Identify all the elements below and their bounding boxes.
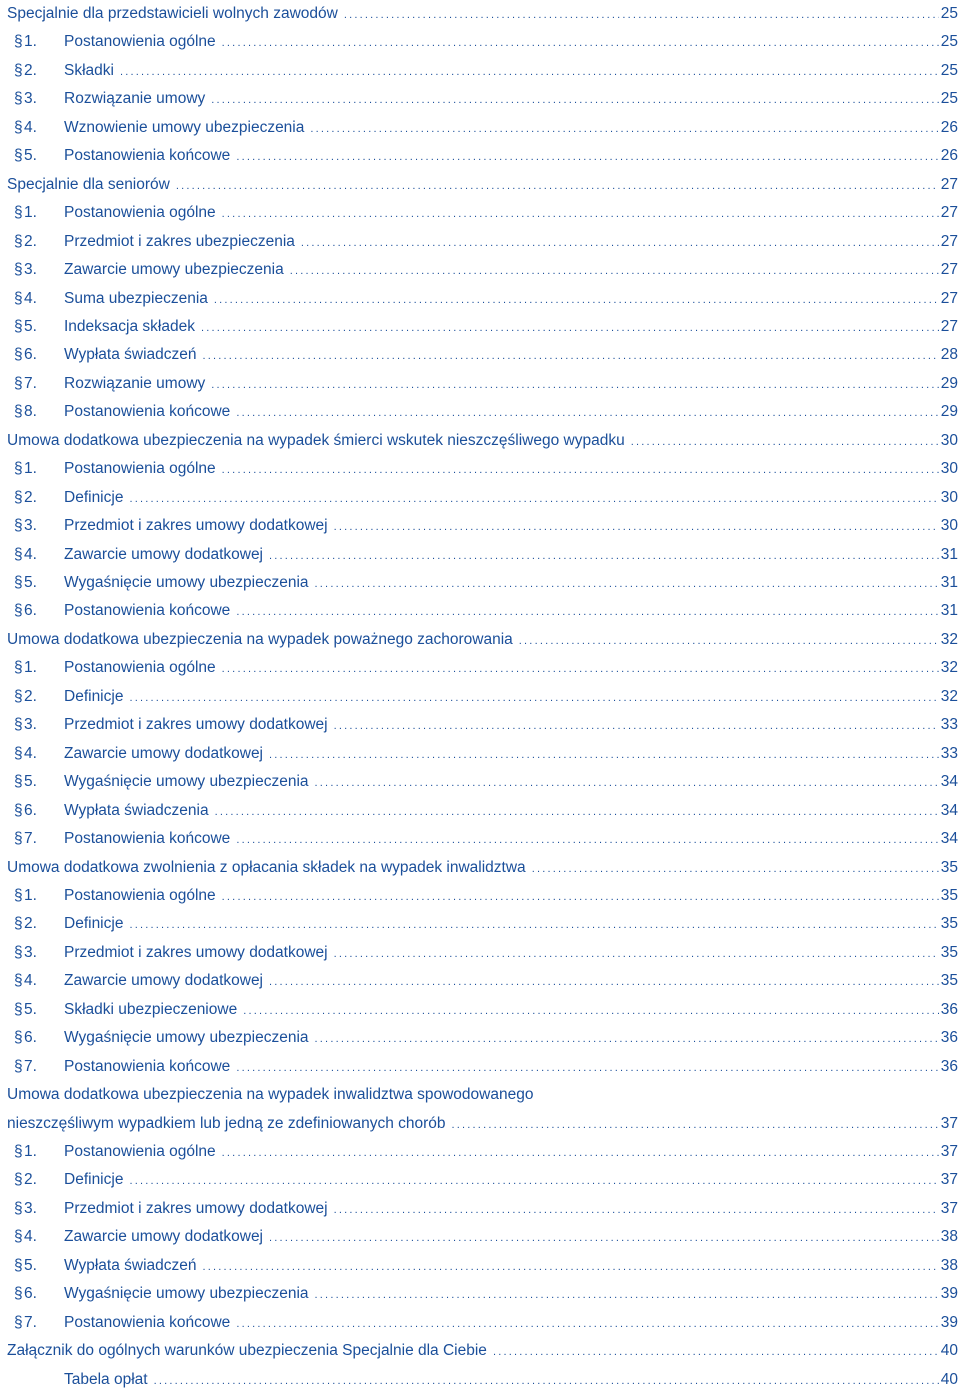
toc-entry[interactable] xyxy=(0,1083,958,1107)
toc-entry[interactable] xyxy=(0,173,958,197)
toc-number: 7. xyxy=(24,374,37,392)
dot-leader xyxy=(129,913,938,937)
toc-page-number: 27 xyxy=(940,289,958,307)
toc-subentry[interactable] xyxy=(0,941,958,965)
toc-title: Definicje xyxy=(64,1171,124,1189)
toc-number: 3. xyxy=(24,90,37,108)
section-symbol: § xyxy=(14,1256,23,1274)
section-symbol: § xyxy=(14,517,23,535)
dot-leader xyxy=(129,686,938,710)
toc-subentry[interactable] xyxy=(0,30,958,54)
dot-leader xyxy=(236,828,938,852)
dot-leader xyxy=(214,288,939,312)
toc-subentry[interactable] xyxy=(0,799,958,823)
toc-subentry[interactable] xyxy=(0,685,958,709)
section-symbol: § xyxy=(14,1228,23,1246)
toc-number: 2. xyxy=(24,915,37,933)
dot-leader xyxy=(493,1340,939,1364)
toc-number: 3. xyxy=(24,261,37,279)
toc-title: Postanowienia ogólne xyxy=(64,33,216,51)
toc-page-number: 32 xyxy=(940,659,958,677)
section-symbol: § xyxy=(14,773,23,791)
dot-leader xyxy=(222,31,939,55)
toc-page-number: 31 xyxy=(940,545,958,563)
toc-entry[interactable] xyxy=(0,1339,958,1363)
toc-subentry[interactable] xyxy=(0,315,958,339)
dot-leader xyxy=(243,999,939,1023)
toc-subentry[interactable] xyxy=(0,1168,958,1192)
toc-title: Zawarcie umowy ubezpieczenia xyxy=(64,261,284,279)
section-symbol: § xyxy=(14,232,23,250)
dot-leader xyxy=(222,1141,939,1165)
toc-page-number: 35 xyxy=(940,972,958,990)
toc-number: 2. xyxy=(24,488,37,506)
section-symbol: § xyxy=(14,801,23,819)
toc-number: 7. xyxy=(24,1313,37,1331)
section-symbol: § xyxy=(14,545,23,563)
toc-page-number: 30 xyxy=(940,431,958,449)
toc-page-number: 33 xyxy=(940,744,958,762)
dot-leader xyxy=(236,1056,938,1080)
section-symbol: § xyxy=(14,1313,23,1331)
section-symbol: § xyxy=(14,972,23,990)
toc-page-number: 28 xyxy=(940,346,958,364)
section-symbol: § xyxy=(14,744,23,762)
toc-subentry[interactable] xyxy=(0,599,958,623)
section-symbol: § xyxy=(14,1057,23,1075)
toc-page-number: 31 xyxy=(940,602,958,620)
toc-number: 4. xyxy=(24,744,37,762)
toc-page-number: 34 xyxy=(940,801,958,819)
toc-number: 5. xyxy=(24,1000,37,1018)
toc-title: Postanowienia końcowe xyxy=(64,1057,231,1075)
toc-subentry[interactable] xyxy=(0,116,958,140)
toc-page-number: 27 xyxy=(940,317,958,335)
toc-number: 5. xyxy=(24,317,37,335)
toc-number: 5. xyxy=(24,147,37,165)
dot-leader xyxy=(236,1312,938,1336)
dot-leader xyxy=(203,1255,939,1279)
section-symbol: § xyxy=(14,943,23,961)
toc-page-number: 33 xyxy=(940,716,958,734)
dot-leader xyxy=(201,316,939,340)
section-symbol: § xyxy=(14,90,23,108)
toc-page-number: 32 xyxy=(940,687,958,705)
toc-title: Przedmiot i zakres umowy dodatkowej xyxy=(64,517,328,535)
toc-page-number: 32 xyxy=(940,630,958,648)
toc-page-number: 30 xyxy=(940,460,958,478)
toc-title: Wypłata świadczeń xyxy=(64,346,197,364)
dot-leader xyxy=(222,458,939,482)
toc-subentry[interactable] xyxy=(0,656,958,680)
toc-page-number: 35 xyxy=(940,915,958,933)
section-symbol: § xyxy=(14,460,23,478)
toc-subentry[interactable] xyxy=(0,1225,958,1249)
toc-page-number: 31 xyxy=(940,574,958,591)
dot-leader xyxy=(334,942,939,966)
section-symbol: § xyxy=(14,1171,23,1189)
toc-title: Umowa dodatkowa zwolnienia z opłacania składek na wypadek inwalidztwa xyxy=(7,858,526,876)
dot-leader xyxy=(215,800,939,824)
toc-entry[interactable] xyxy=(0,1368,958,1392)
toc-subentry[interactable] xyxy=(0,287,958,311)
toc-number: 6. xyxy=(24,346,37,364)
toc-title: Specjalnie dla seniorów xyxy=(7,175,170,193)
toc-page-number: 36 xyxy=(940,1057,958,1075)
dot-leader xyxy=(269,544,939,568)
toc-subentry[interactable] xyxy=(0,998,958,1022)
toc-number: 2. xyxy=(24,61,37,79)
dot-leader xyxy=(269,1226,939,1250)
section-symbol: § xyxy=(14,915,23,933)
toc-title: Wypłata świadczenia xyxy=(64,801,209,819)
toc-subentry[interactable] xyxy=(0,770,958,794)
toc-number: 2. xyxy=(24,687,37,705)
toc-subentry[interactable] xyxy=(0,1282,958,1306)
toc-title: Wypłata świadczeń xyxy=(64,1256,197,1274)
dot-leader xyxy=(236,145,938,169)
toc-subentry[interactable] xyxy=(0,1254,958,1278)
toc-subentry[interactable] xyxy=(0,1055,958,1079)
dot-leader xyxy=(129,1169,938,1193)
toc-page-number: 38 xyxy=(940,1228,958,1246)
toc-subentry[interactable] xyxy=(0,400,958,424)
section-symbol: § xyxy=(14,659,23,677)
toc-title: Składki ubezpieczeniowe xyxy=(64,1000,238,1018)
dot-leader xyxy=(211,373,938,397)
section-symbol: § xyxy=(14,261,23,279)
toc-title: Definicje xyxy=(64,915,124,933)
toc-title: Postanowienia końcowe xyxy=(64,1313,231,1331)
toc-subentry[interactable] xyxy=(0,258,958,282)
section-symbol: § xyxy=(14,346,23,364)
toc-number: 3. xyxy=(24,943,37,961)
section-symbol: § xyxy=(14,830,23,848)
toc-page-number: 30 xyxy=(940,488,958,506)
toc-entry[interactable] xyxy=(0,2,958,26)
toc-title: Wygaśnięcie umowy ubezpieczenia xyxy=(64,1285,309,1303)
toc-title: Przedmiot i zakres umowy dodatkowej xyxy=(64,943,328,961)
toc-number: 7. xyxy=(24,1057,37,1075)
toc-title: Wygaśnięcie umowy ubezpieczenia xyxy=(64,1029,309,1047)
toc-page-number: 27 xyxy=(940,175,958,193)
section-symbol: § xyxy=(14,1000,23,1018)
toc-page-number: 36 xyxy=(940,1029,958,1047)
section-symbol: § xyxy=(14,61,23,79)
dot-leader xyxy=(269,970,939,994)
toc-page-number: 27 xyxy=(940,261,958,279)
section-symbol: § xyxy=(14,403,23,421)
dot-leader xyxy=(334,714,939,738)
toc-title: Tabela opłat xyxy=(64,1370,148,1388)
dot-leader xyxy=(310,117,938,141)
toc-page-number: 29 xyxy=(940,374,958,392)
toc-title: Zawarcie umowy dodatkowej xyxy=(64,744,264,762)
toc-subentry[interactable] xyxy=(0,144,958,168)
toc-subentry[interactable] xyxy=(0,230,958,254)
dot-leader xyxy=(203,344,939,368)
toc-subentry[interactable] xyxy=(0,742,958,766)
toc-number: 2. xyxy=(24,1171,37,1189)
dot-leader xyxy=(290,259,939,283)
toc-title: Postanowienia ogólne xyxy=(64,659,216,677)
toc-number: 1. xyxy=(24,659,37,677)
toc-title: Składki xyxy=(64,61,114,79)
toc-number: 6. xyxy=(24,602,37,620)
toc-number: 3. xyxy=(24,716,37,734)
toc-number: 4. xyxy=(24,545,37,563)
toc-title: Suma ubezpieczenia xyxy=(64,289,208,307)
toc-subentry[interactable] xyxy=(0,1140,958,1164)
toc-title: Definicje xyxy=(64,687,124,705)
toc-number: 4. xyxy=(24,972,37,990)
dot-leader xyxy=(631,430,939,454)
section-symbol: § xyxy=(14,488,23,506)
toc-number: 5. xyxy=(24,574,37,591)
dot-leader xyxy=(211,88,938,112)
toc-entry[interactable] xyxy=(0,628,958,652)
toc-page-number: 34 xyxy=(940,773,958,791)
toc-title: Wznowienie umowy ubezpieczenia xyxy=(64,118,305,136)
toc-subentry[interactable] xyxy=(0,713,958,737)
dot-leader xyxy=(519,629,939,653)
toc-entry[interactable] xyxy=(0,1112,958,1136)
toc-number: 1. xyxy=(24,204,37,222)
toc-number: 2. xyxy=(24,232,37,250)
toc-subentry[interactable] xyxy=(0,201,958,225)
toc-subentry[interactable] xyxy=(0,884,958,908)
dot-leader xyxy=(222,202,939,226)
toc-title: Postanowienia ogólne xyxy=(64,1143,216,1160)
toc-subentry[interactable] xyxy=(0,912,958,936)
toc-page-number: 26 xyxy=(940,118,958,136)
toc-page-number: 30 xyxy=(940,517,958,535)
dot-leader xyxy=(269,743,939,767)
toc-title: Rozwiązanie umowy xyxy=(64,90,206,108)
toc-title: Wygaśnięcie umowy ubezpieczenia xyxy=(64,574,309,591)
toc-subentry[interactable] xyxy=(0,1026,958,1050)
toc-number: 3. xyxy=(24,517,37,535)
toc-page-number: 26 xyxy=(940,147,958,165)
toc-title: Indeksacja składek xyxy=(64,317,195,335)
section-symbol: § xyxy=(14,716,23,734)
toc-subentry[interactable] xyxy=(0,827,958,851)
toc-title: Specjalnie dla przedstawicieli wolnych zawodów xyxy=(7,5,338,22)
toc-title: Umowa dodatkowa ubezpieczenia na wypadek inwalidztwa spowodowanego xyxy=(7,1086,534,1104)
toc-subentry[interactable] xyxy=(0,87,958,111)
dot-leader xyxy=(334,515,939,539)
toc-subentry[interactable] xyxy=(0,514,958,538)
section-symbol: § xyxy=(14,118,23,136)
dot-leader xyxy=(222,657,939,681)
section-symbol: § xyxy=(14,1199,23,1217)
toc-page-number: 40 xyxy=(940,1342,958,1360)
toc-entry[interactable] xyxy=(0,856,958,880)
toc-title: Umowa dodatkowa ubezpieczenia na wypadek śmierci wskutek nieszczęśliwego wypadku xyxy=(7,431,625,449)
toc-title: Postanowienia ogólne xyxy=(64,460,216,478)
toc-page-number: 38 xyxy=(940,1256,958,1274)
toc-number: 3. xyxy=(24,1199,37,1217)
toc-page-number: 35 xyxy=(940,886,958,904)
toc-subentry[interactable] xyxy=(0,486,958,510)
toc-number: 6. xyxy=(24,1029,37,1047)
toc-page-number: 25 xyxy=(940,61,958,79)
toc-page-number: 34 xyxy=(940,830,958,848)
dot-leader xyxy=(532,857,939,881)
section-symbol: § xyxy=(14,374,23,392)
toc-title: Postanowienia ogólne xyxy=(64,204,216,222)
toc-number: 5. xyxy=(24,1256,37,1274)
toc-title: Umowa dodatkowa ubezpieczenia na wypadek poważnego zachorowania xyxy=(7,630,513,648)
toc-subentry[interactable] xyxy=(0,59,958,83)
toc-page-number: 36 xyxy=(940,1000,958,1018)
dot-leader xyxy=(334,1198,939,1222)
toc-number: 4. xyxy=(24,118,37,136)
toc-page-number: 27 xyxy=(940,232,958,250)
toc-subentry[interactable] xyxy=(0,571,958,595)
toc-subentry[interactable] xyxy=(0,1197,958,1221)
toc-title: Zawarcie umowy dodatkowej xyxy=(64,972,264,990)
dot-leader xyxy=(452,1113,939,1137)
toc-entry[interactable] xyxy=(0,429,958,453)
toc-page-number: 35 xyxy=(940,943,958,961)
toc-title: Rozwiązanie umowy xyxy=(64,374,206,392)
toc-number: 1. xyxy=(24,886,37,904)
toc-number: 4. xyxy=(24,1228,37,1246)
section-symbol: § xyxy=(14,1029,23,1047)
toc-title: Postanowienia końcowe xyxy=(64,147,231,165)
toc-page-number: 27 xyxy=(940,204,958,222)
toc-title: Załącznik do ogólnych warunków ubezpieczenia Specjalnie dla Ciebie xyxy=(7,1342,487,1360)
toc-subentry[interactable] xyxy=(0,372,958,396)
dot-leader xyxy=(129,487,938,511)
toc-title: Postanowienia końcowe xyxy=(64,602,231,620)
toc-page-number: 40 xyxy=(940,1370,958,1388)
section-symbol: § xyxy=(14,289,23,307)
section-symbol: § xyxy=(14,602,23,620)
section-symbol: § xyxy=(14,204,23,222)
section-symbol: § xyxy=(14,574,23,591)
toc-page-number: 37 xyxy=(940,1199,958,1217)
section-symbol: § xyxy=(14,886,23,904)
toc-page-number: 25 xyxy=(940,33,958,51)
toc-title: Przedmiot i zakres umowy dodatkowej xyxy=(64,716,328,734)
toc-page-number: 37 xyxy=(940,1171,958,1189)
section-symbol: § xyxy=(14,33,23,51)
section-symbol: § xyxy=(14,317,23,335)
dot-leader xyxy=(236,401,938,425)
toc-subentry[interactable] xyxy=(0,343,958,367)
toc-title: Zawarcie umowy dodatkowej xyxy=(64,1228,264,1246)
dot-leader xyxy=(236,600,938,624)
toc-number: 1. xyxy=(24,460,37,478)
toc-subentry[interactable] xyxy=(0,457,958,481)
dot-leader xyxy=(315,771,939,795)
toc-title: Definicje xyxy=(64,488,124,506)
toc-title: nieszczęśliwym wypadkiem lub jedną ze zdefiniowanych chorób xyxy=(7,1114,446,1132)
dot-leader xyxy=(315,1283,939,1307)
toc-page-number: 39 xyxy=(940,1313,958,1331)
toc-title: Postanowienia ogólne xyxy=(64,886,216,904)
toc-title: Postanowienia końcowe xyxy=(64,830,231,848)
section-symbol: § xyxy=(14,1285,23,1303)
toc-page-number: 39 xyxy=(940,1285,958,1303)
toc-page-number: 37 xyxy=(940,1143,958,1160)
section-symbol: § xyxy=(14,147,23,165)
dot-leader xyxy=(301,231,939,255)
toc-title: Przedmiot i zakres ubezpieczenia xyxy=(64,232,295,250)
toc-page-number: 25 xyxy=(940,90,958,108)
toc-subentry[interactable] xyxy=(0,543,958,567)
toc-title: Wygaśnięcie umowy ubezpieczenia xyxy=(64,773,309,791)
toc-page-number: 37 xyxy=(940,1114,958,1132)
toc-number: 6. xyxy=(24,801,37,819)
toc-page-number: 25 xyxy=(940,5,958,22)
dot-leader xyxy=(176,174,939,198)
toc-number: 6. xyxy=(24,1285,37,1303)
dot-leader xyxy=(315,572,939,596)
dot-leader xyxy=(315,1027,939,1051)
toc-title: Zawarcie umowy dodatkowej xyxy=(64,545,264,563)
dot-leader xyxy=(222,885,939,909)
toc-page-number: 35 xyxy=(940,858,958,876)
toc-number: 1. xyxy=(24,33,37,51)
dot-leader xyxy=(344,3,939,27)
toc-subentry[interactable] xyxy=(0,1311,958,1335)
toc-number: 4. xyxy=(24,289,37,307)
section-symbol: § xyxy=(14,687,23,705)
toc-page-number: 29 xyxy=(940,403,958,421)
toc-number: 7. xyxy=(24,830,37,848)
toc-number: 5. xyxy=(24,773,37,791)
toc-number: 1. xyxy=(24,1143,37,1160)
toc-number: 8. xyxy=(24,403,37,421)
section-symbol: § xyxy=(14,1143,23,1160)
dot-leader xyxy=(120,60,939,84)
toc-title: Postanowienia końcowe xyxy=(64,403,231,421)
toc-title: Przedmiot i zakres umowy dodatkowej xyxy=(64,1199,328,1217)
toc-subentry[interactable] xyxy=(0,969,958,993)
